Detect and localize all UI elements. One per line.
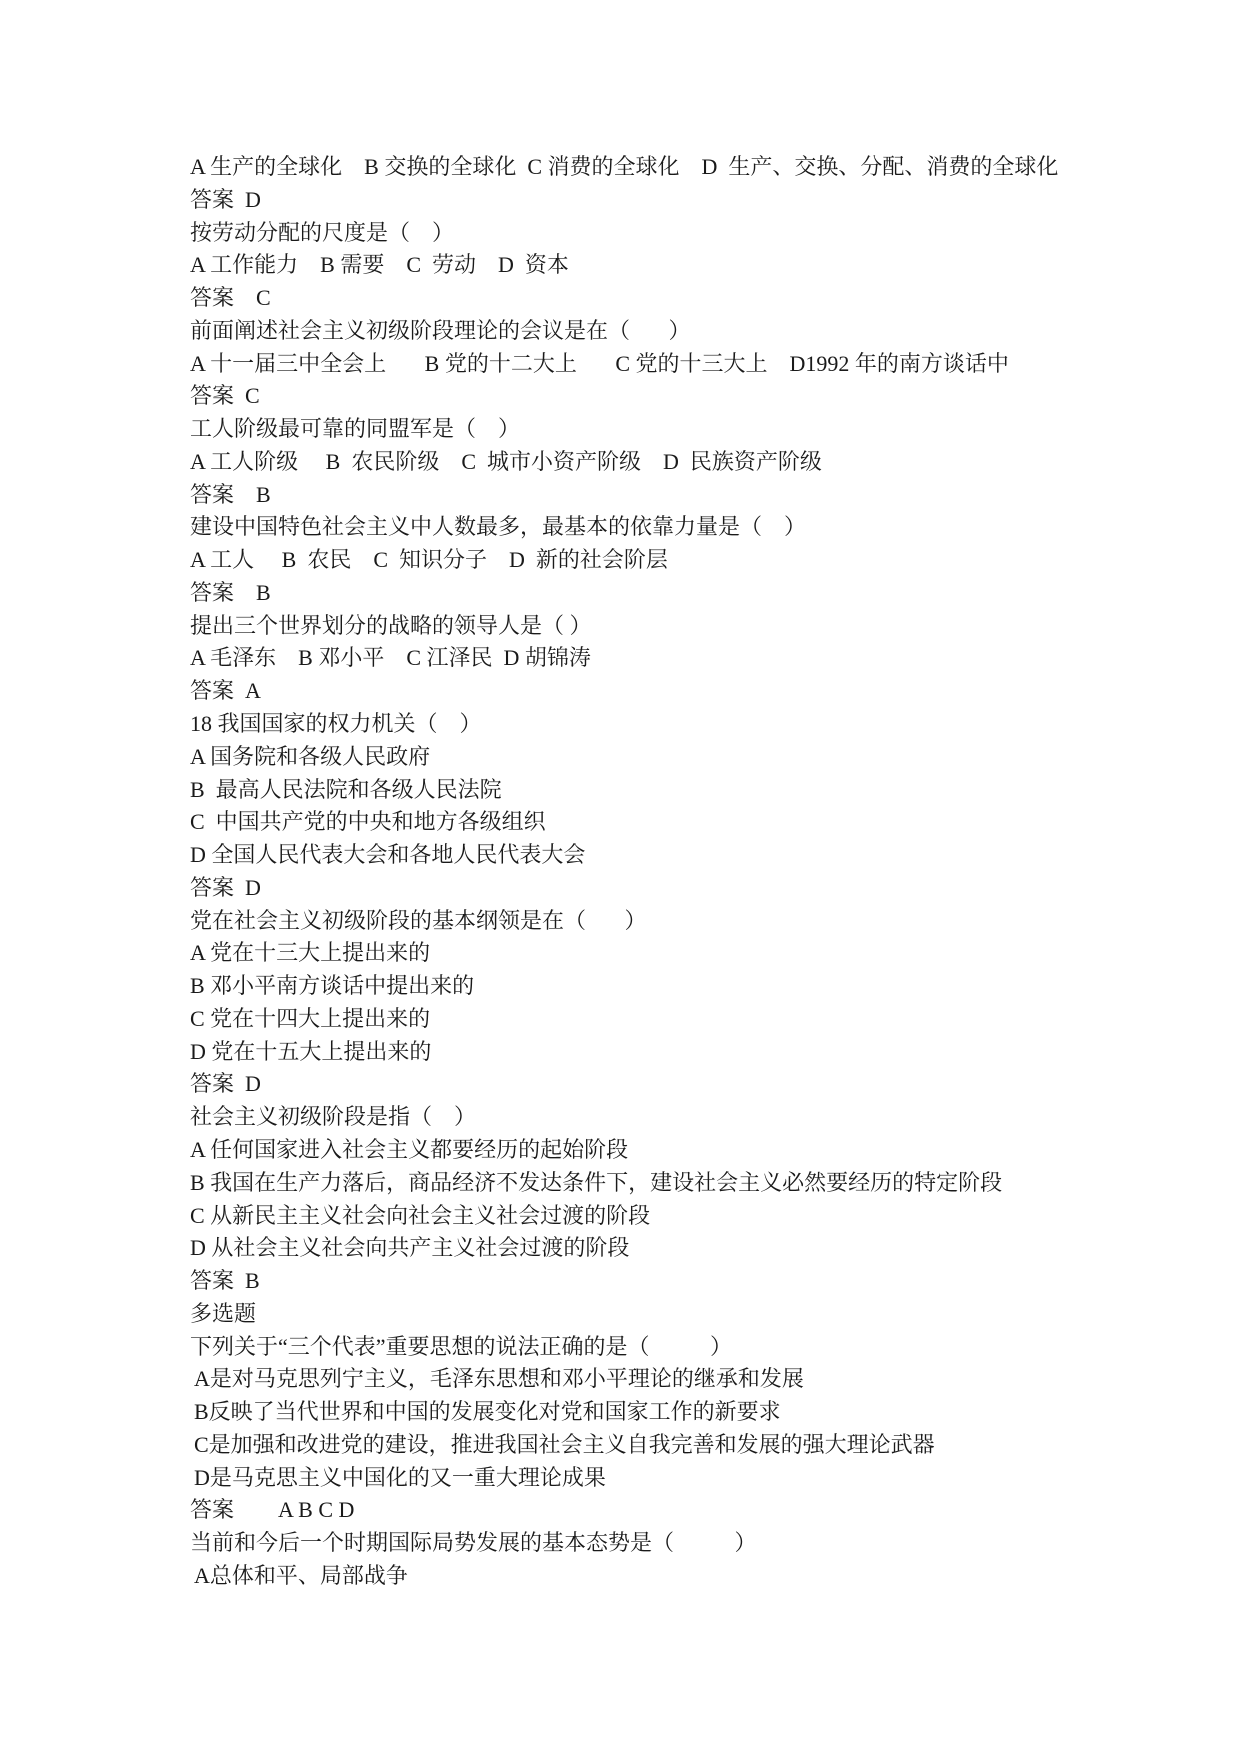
option-line: A 党在十三大上提出来的 [190, 940, 431, 966]
option-line: B 邓小平南方谈话中提出来的 [190, 973, 475, 999]
answer-line: 答案 D [190, 186, 261, 212]
option-line: B 最高人民法院和各级人民法院 [190, 776, 502, 802]
question-stem: 建设中国特色社会主义中人数最多，最基本的依靠力量是（ ） [190, 514, 807, 540]
option-line: A 工人 B 农民 C 知识分子 D 新的社会阶层 [190, 547, 668, 573]
option-line: B 我国在生产力落后，商品经济不发达条件下，建设社会主义必然要经历的特定阶段 [190, 1169, 1003, 1195]
option-line: C 党在十四大上提出来的 [190, 1005, 431, 1031]
option-line: A是对马克思列宁主义，毛泽东思想和邓小平理论的继承和发展 [194, 1366, 804, 1392]
answer-line: 答案 A [190, 678, 261, 704]
question-stem: 下列关于“三个代表”重要思想的说法正确的是（ ） [190, 1333, 733, 1359]
option-line: A 工人阶级 B 农民阶级 C 城市小资产阶级 D 民族资产阶级 [190, 448, 822, 474]
answer-line: 答案 D [190, 874, 261, 900]
option-line: D 从社会主义社会向共产主义社会过渡的阶段 [190, 1235, 630, 1261]
answer-line: 答案 B [190, 1268, 260, 1294]
option-line: B反映了当代世界和中国的发展变化对党和国家工作的新要求 [194, 1399, 781, 1425]
option-line: A 毛泽东 B 邓小平 C 江泽民 D 胡锦涛 [190, 645, 591, 671]
question-stem: 提出三个世界划分的战略的领导人是（ ） [190, 612, 592, 638]
option-line: D是马克思主义中国化的又一重大理论成果 [194, 1464, 606, 1490]
option-line: D 全国人民代表大会和各地人民代表大会 [190, 842, 586, 868]
question-stem: 当前和今后一个时期国际局势发展的基本态势是（ ） [190, 1530, 757, 1556]
question-stem: 18 我国国家的权力机关（ ） [190, 711, 482, 737]
answer-line: 答案 B [190, 481, 271, 507]
question-stem: 党在社会主义初级阶段的基本纲领是在（ ） [190, 907, 647, 933]
option-line: A 国务院和各级人民政府 [190, 743, 431, 769]
question-stem: 社会主义初级阶段是指（ ） [190, 1104, 477, 1130]
option-line: C 从新民主主义社会向社会主义社会过渡的阶段 [190, 1202, 651, 1228]
option-line: A 工作能力 B 需要 C 劳动 D 资本 [190, 252, 569, 278]
option-line: A 生产的全球化 B 交换的全球化 C 消费的全球化 D 生产、交换、分配、消费的全球化 [190, 154, 1059, 179]
question-stem: 前面阐述社会主义初级阶段理论的会议是在（ ） [190, 317, 691, 343]
option-line: C 中国共产党的中央和地方各级组织 [190, 809, 546, 835]
option-line: C是加强和改进党的建设，推进我国社会主义自我完善和发展的强大理论武器 [194, 1431, 935, 1457]
option-line: A总体和平、局部战争 [194, 1562, 408, 1588]
question-stem: 工人阶级最可靠的同盟军是（ ） [190, 416, 521, 442]
answer-line: 答案 C [190, 383, 260, 409]
answer-line: 答案 B [190, 579, 271, 605]
answer-line: 答案 C [190, 285, 271, 311]
answer-line: 答案 D [190, 1071, 261, 1097]
question-stem: 按劳动分配的尺度是（ ） [190, 219, 455, 245]
section-heading: 多选题 [190, 1300, 257, 1326]
answer-line: 答案 A B C D [190, 1497, 355, 1523]
option-line: D 党在十五大上提出来的 [190, 1038, 432, 1064]
option-line: A 任何国家进入社会主义都要经历的起始阶段 [190, 1136, 629, 1162]
option-line: A 十一届三中全会上 B 党的十二大上 C 党的十三大上 D1992 年的南方谈话中 [190, 350, 1009, 376]
